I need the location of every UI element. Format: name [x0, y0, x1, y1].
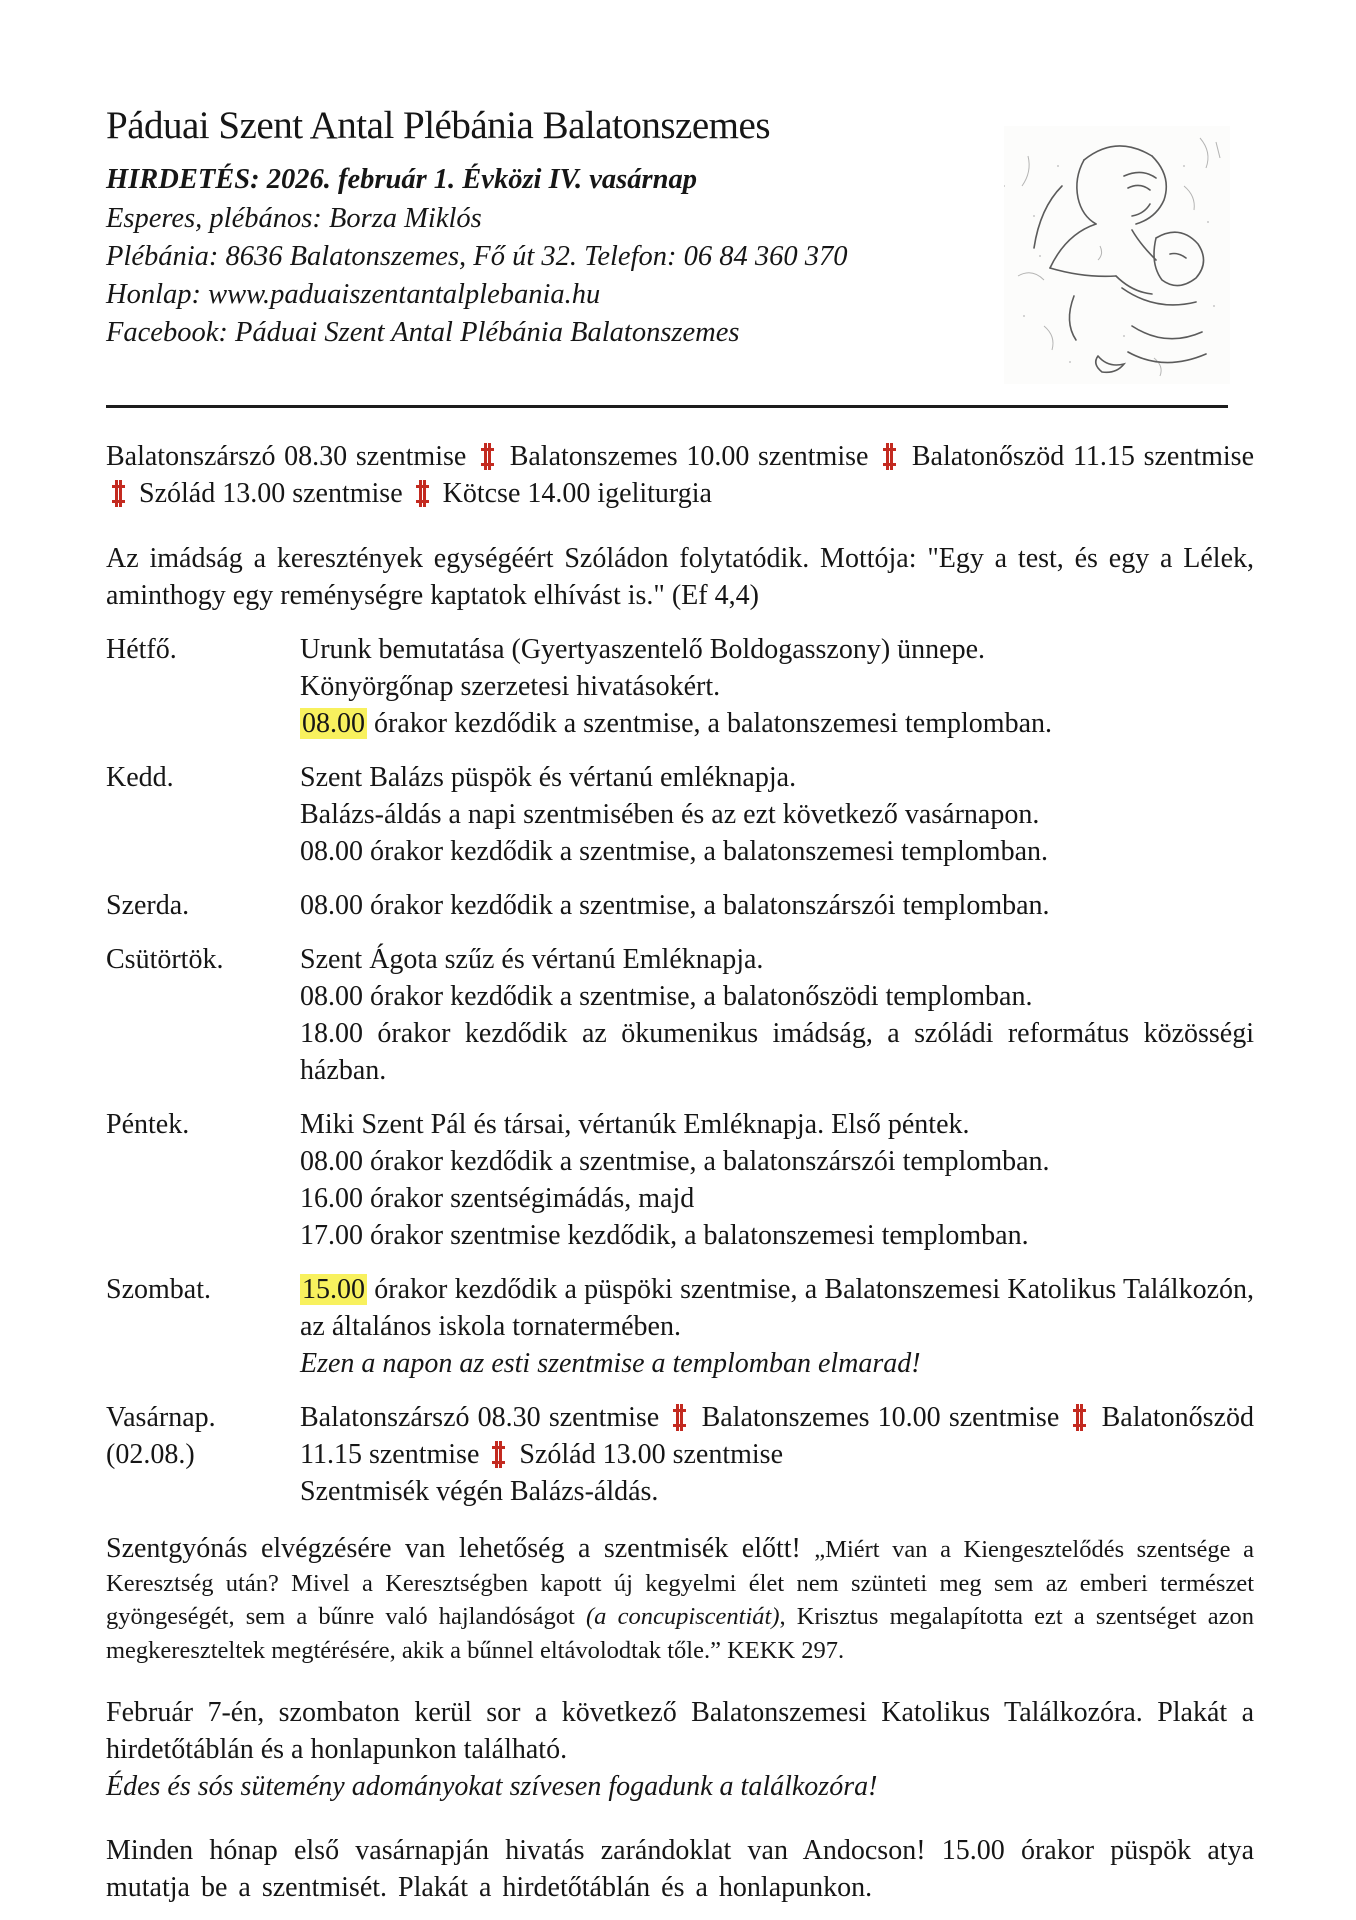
schedule-line: 08.00 órakor kezdődik a szentmise, a balatonszemesi templomban. [302, 708, 1053, 739]
page-title: Páduai Szent Antal Plébánia Balatonszemes [106, 104, 770, 147]
day-label: Csütörtök. [106, 944, 224, 975]
schedule-line: 15.00 órakor kezdődik a püspöki szentmise, a Balatonszemesi Katolikus Találkozón, az általános iskola tornatermében. [300, 1274, 1254, 1342]
double-cross-icon [492, 1441, 505, 1468]
schedule-line: Miki Szent Pál és társai, vértanúk Emléknapja. Első péntek. [300, 1109, 970, 1140]
announcement-line: HIRDETÉS: 2026. február 1. Évközi IV. vasárnap [106, 164, 697, 195]
meeting-announcement: Február 7-én, szombaton kerül sor a következő Balatonszemesi Katolikus Találkozóra. Plakát a hirdetőtáblán és a honlapunkon található. [106, 1697, 1254, 1765]
meeting-paragraph [106, 1694, 1254, 1805]
confession-paragraph [106, 1532, 1254, 1667]
saint-anthony-sketch-icon [1004, 126, 1230, 384]
schedule-line: Balatonszárszó 08.30 szentmise Balatonszemes 10.00 szentmise Balatonőszöd 11.15 szentmise Szólád 13.00 szentmise [300, 1402, 1254, 1470]
mass-schedule-line: Balatonszárszó 08.30 szentmise Balatonszemes 10.00 szentmise Balatonőszöd 11.15 szentmise Szólád 13.00 szentmise Kötcse 14.00 igeliturgia [106, 441, 1255, 509]
header-divider [106, 405, 1228, 408]
saint-anthony-with-child-image [1004, 126, 1230, 384]
confession-quote: „Miért van a Kiengesztelődés szentsége a Keresztség után? Mivel a Keresztségben kapott új kegyelmi élet nem szünteti meg sem az emberi természet gyöngeségét, sem a bűnre való hajlandóságot [106, 1536, 1254, 1630]
day-label: Szombat. [106, 1274, 211, 1305]
schedule-line: 16.00 órakor szentségimádás, majd [300, 1183, 695, 1214]
page-content [106, 102, 1254, 1906]
weekly-schedule [106, 631, 1254, 1510]
schedule-row [106, 1106, 1254, 1254]
confession-quote-latin: (a concupiscentiát) [586, 1603, 780, 1630]
schedule-line: Ezen a napon az esti szentmise a templomban elmarad! [300, 1348, 921, 1379]
day-label: Kedd. [106, 762, 174, 793]
schedule-line: Könyörgőnap szerzetesi hivatásokért. [300, 671, 721, 702]
schedule-line: 17.00 órakor szentmise kezdődik, a balatonszemesi templomban. [300, 1220, 1029, 1251]
double-cross-icon [883, 443, 896, 470]
day-label: Szerda. [106, 890, 190, 921]
schedule-line: 08.00 órakor kezdődik a szentmise, a balatonszárszói templomban. [300, 1146, 1050, 1177]
double-cross-icon [673, 1404, 686, 1431]
schedule-line: 08.00 órakor kezdődik a szentmise, a balatonőszödi templomban. [300, 981, 1033, 1012]
day-label: Vasárnap. (02.08.) [106, 1402, 216, 1470]
day-label: Hétfő. [106, 634, 177, 665]
schedule-line: Szent Balázs püspök és vértanú emléknapja. [300, 762, 797, 793]
confession-quote-end: , Krisztus megalapította ezt a szentséget azon megkereszteltek megtérésére, akik a bűnnel eltávolodtak tőle.” KEKK 297. [106, 1603, 1254, 1664]
facebook-line: Facebook: Páduai Szent Antal Plébánia Balatonszemes [106, 317, 740, 348]
day-description [300, 759, 1254, 870]
unity-week-paragraph: Az imádság a keresztények egységéért Szóládon folytatódik. Mottója: "Egy a test, és egy a Lélek, aminthogy egy reménységre kaptatok elhívást is." (Ef 4,4) [106, 543, 1254, 611]
double-cross-icon [112, 480, 125, 507]
schedule-line: Szent Ágota szűz és vértanú Emléknapja. [300, 944, 764, 975]
pastor-line: Esperes, plébános: Borza Miklós [106, 203, 482, 234]
confession-lead: Szentgyónás elvégzésére van lehetőség a szentmisék előtt! [106, 1533, 815, 1564]
header [106, 102, 1254, 352]
day-description [300, 631, 1254, 742]
meeting-donation-note: Édes és sós sütemény adományokat szívesen fogadunk a találkozóra! [106, 1771, 878, 1802]
time-highlight: 15.00 [302, 1274, 365, 1305]
day-description [300, 1271, 1254, 1382]
schedule-row [106, 759, 1254, 870]
day-label: Péntek. [106, 1109, 190, 1140]
double-cross-icon [1073, 1404, 1086, 1431]
time-highlight: 08.00 [302, 708, 365, 739]
schedule-row [106, 631, 1254, 742]
website-line: Honlap: www.paduaiszentantalplebania.hu [106, 279, 601, 310]
schedule-row [106, 1399, 1254, 1510]
schedule-row [106, 941, 1254, 1089]
pilgrimage-paragraph: Minden hónap első vasárnapján hivatás zarándoklat van Andocson! 15.00 órakor püspök atya mutatja be a szentmisét. Plakát a hirdetőtáblán és a honlapunkon. [106, 1835, 1254, 1903]
schedule-line: 08.00 órakor kezdődik a szentmise, a balatonszárszói templomban. [300, 890, 1050, 921]
schedule-line: 18.00 órakor kezdődik az ökumenikus imádság, a szóládi református közösségi házban. [300, 1018, 1254, 1086]
double-cross-icon [416, 480, 429, 507]
schedule-line: Urunk bemutatása (Gyertyaszentelő Boldogasszony) ünnepe. [300, 634, 986, 665]
double-cross-icon [481, 443, 494, 470]
schedule-row [106, 887, 1254, 924]
day-description [300, 1106, 1254, 1254]
address-line: Plébánia: 8636 Balatonszemes, Fő út 32. Telefon: 06 84 360 370 [106, 241, 848, 272]
schedule-row [106, 1271, 1254, 1382]
day-description [300, 1399, 1254, 1510]
schedule-line: Szentmisék végén Balázs-áldás. [300, 1476, 659, 1507]
schedule-line: 08.00 órakor kezdődik a szentmise, a balatonszemesi templomban. [300, 836, 1049, 867]
day-description [300, 887, 1254, 924]
schedule-line: Balázs-áldás a napi szentmisében és az ezt következő vasárnapon. [300, 799, 1040, 830]
day-description [300, 941, 1254, 1089]
